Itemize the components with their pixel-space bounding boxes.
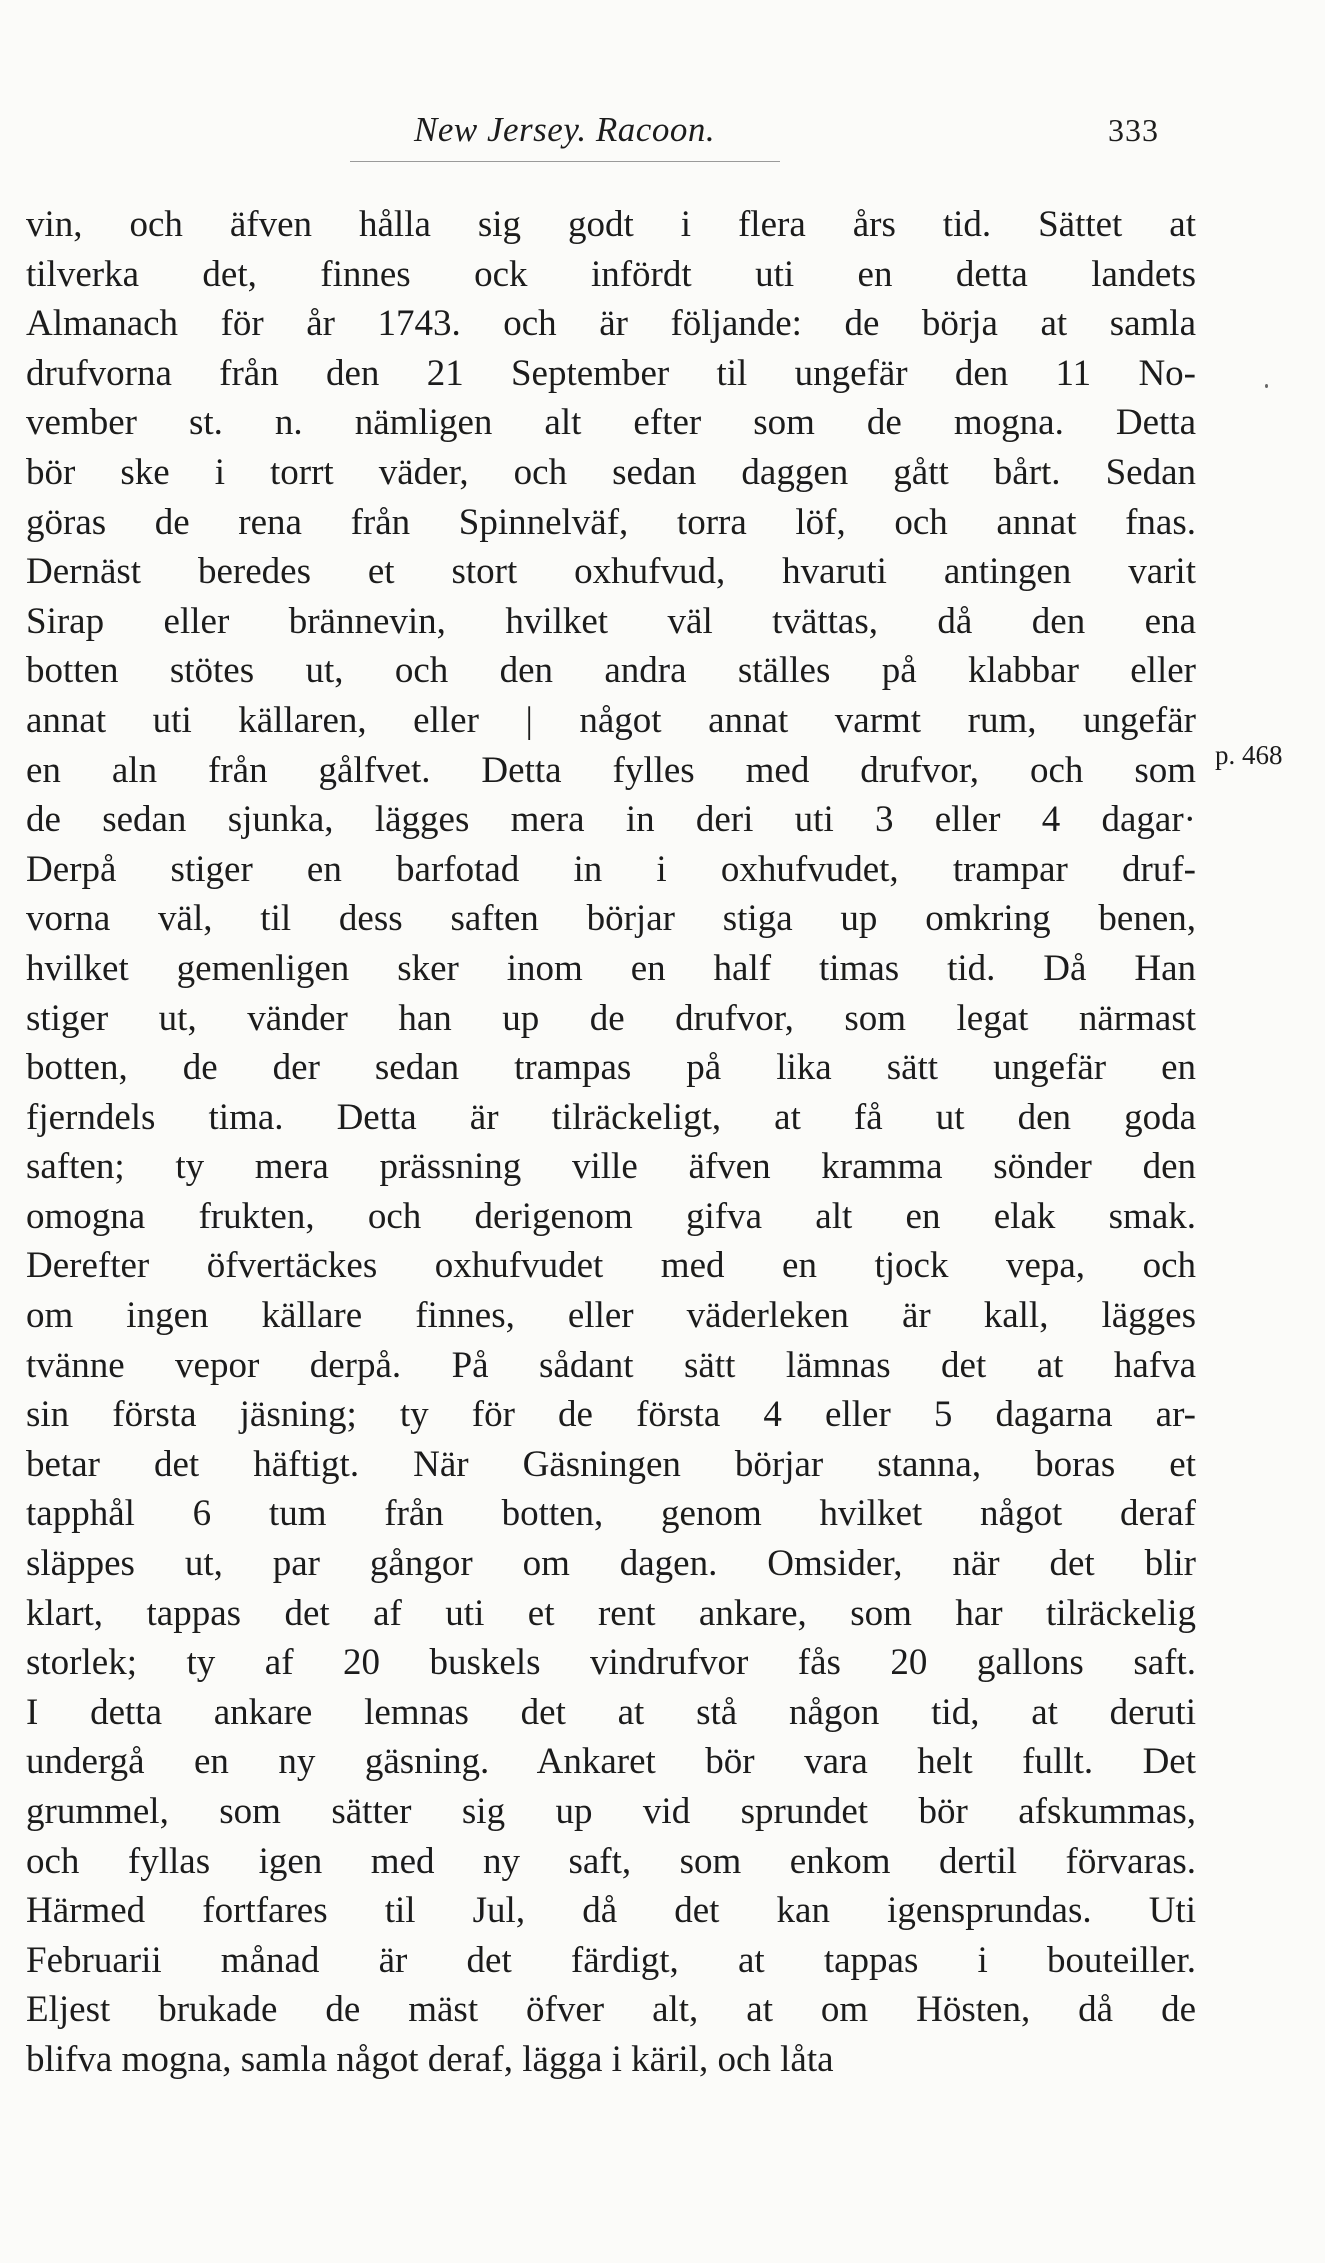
text-line: undergå en ny gäsning. Ankaret bör vara helt fullt. Det bbox=[26, 1741, 1196, 1783]
text-line: Februarii månad är det färdigt, at tappas i bouteiller. bbox=[26, 1939, 1196, 1981]
text-line: göras de rena från Spinnelväf, torra löf, och annat fnas. bbox=[26, 501, 1196, 543]
text-line: klart, tappas det af uti et rent ankare, som har tilräckelig bbox=[26, 1592, 1196, 1634]
text-line: de sedan sjunka, lägges mera in deri uti 3 eller 4 dagar· bbox=[26, 799, 1196, 841]
page-header bbox=[0, 100, 1325, 160]
text-line: Dernäst beredes et stort oxhufvud, hvaruti antingen varit bbox=[26, 551, 1196, 593]
text-line: I detta ankare lemnas det at stå någon tid, at deruti bbox=[26, 1691, 1196, 1733]
text-line: tilverka det, finnes ock infördt uti en detta landets bbox=[26, 253, 1196, 295]
text-line: botten, de der sedan trampas på lika sätt ungefär en bbox=[26, 1047, 1196, 1089]
body-text bbox=[26, 200, 1196, 2085]
text-line: vember st. n. nämligen alt efter som de mogna. Detta bbox=[26, 402, 1196, 444]
text-line: hvilket gemenligen sker inom en half timas tid. Då Han bbox=[26, 947, 1196, 989]
text-line: Eljest brukade de mäst öfver alt, at om Hösten, då de bbox=[26, 1989, 1196, 2031]
text-line: Almanach för år 1743. och är följande: de börja at samla bbox=[26, 303, 1196, 345]
text-line: annat uti källaren, eller | något annat varmt rum, ungefär bbox=[26, 699, 1196, 741]
text-line: grummel, som sätter sig up vid sprundet bör afskummas, bbox=[26, 1791, 1196, 1832]
text-line: om ingen källare finnes, eller väderleken är kall, lägges bbox=[26, 1295, 1196, 1337]
text-line: vorna väl, til dess saften börjar stiga up omkring benen, bbox=[26, 898, 1196, 940]
text-line: drufvorna från den 21 September til ungefär den 11 No- bbox=[26, 352, 1196, 394]
text-line: bör ske i torrt väder, och sedan daggen gått bårt. Sedan bbox=[26, 451, 1196, 493]
text-line: omogna frukten, och derigenom gifva alt en elak smak. bbox=[26, 1195, 1196, 1237]
text-line: Sirap eller brännevin, hvilket väl tvättas, då den ena bbox=[26, 600, 1196, 642]
text-line: stiger ut, vänder han up de drufvor, som legat närmast bbox=[26, 997, 1196, 1039]
text-line: tvänne vepor derpå. På sådant sätt lämnas det at hafva bbox=[26, 1344, 1196, 1386]
text-line: botten stötes ut, och den andra ställes på klabbar eller bbox=[26, 650, 1196, 692]
header-rule bbox=[350, 161, 780, 162]
text-line: sin första jäsning; ty för de första 4 eller 5 dagarna ar- bbox=[26, 1394, 1196, 1436]
margin-page-reference: p. 468 bbox=[1215, 740, 1283, 770]
text-line: släppes ut, par gångor om dagen. Omsider, när det blir bbox=[26, 1543, 1196, 1585]
text-line: storlek; ty af 20 buskels vindrufvor fås 20 gallons saft. bbox=[26, 1642, 1196, 1684]
text-line: och fyllas igen med ny saft, som enkom dertil förvaras. bbox=[26, 1840, 1196, 1882]
text-line: vin, och äfven hålla sig godt i flera års tid. Sättet at bbox=[26, 204, 1196, 245]
text-line: tapphål 6 tum från botten, genom hvilket något deraf bbox=[26, 1493, 1196, 1535]
text-line: Derefter öfvertäckes oxhufvudet med en tjock vepa, och bbox=[26, 1245, 1196, 1287]
print-speck bbox=[1265, 384, 1268, 388]
text-line: saften; ty mera prässning ville äfven kramma sönder den bbox=[26, 1146, 1196, 1188]
text-line: blifva mogna, samla något deraf, lägga i käril, och låta bbox=[26, 2038, 834, 2080]
running-head: New Jersey. Racoon. bbox=[414, 110, 716, 149]
page-number: 333 bbox=[1108, 112, 1159, 148]
text-line: Derpå stiger en barfotad in i oxhufvudet, trampar druf- bbox=[26, 848, 1196, 890]
text-line: fjerndels tima. Detta är tilräckeligt, at få ut den goda bbox=[26, 1096, 1196, 1138]
text-line: Härmed fortfares til Jul, då det kan igensprundas. Uti bbox=[26, 1890, 1196, 1932]
text-line: en aln från gålfvet. Detta fylles med drufvor, och som bbox=[26, 749, 1196, 791]
text-line: betar det häftigt. När Gäsningen börjar stanna, boras et bbox=[26, 1443, 1196, 1485]
